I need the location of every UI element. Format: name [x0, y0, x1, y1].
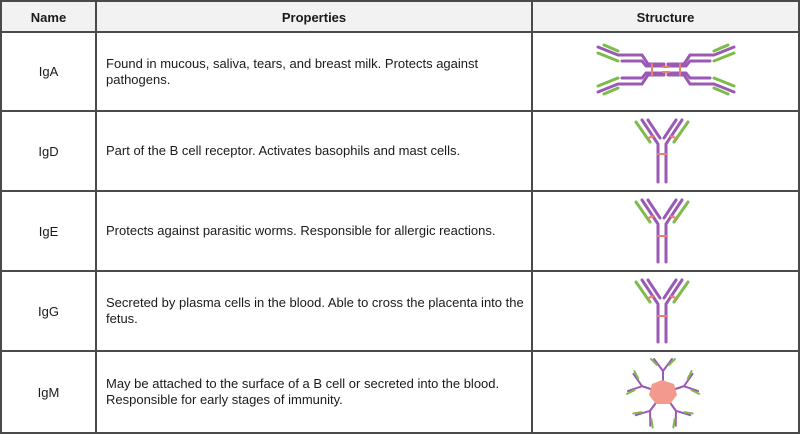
table-row: [0, 272, 800, 350]
row-name: IgA: [38, 64, 59, 79]
iga-dimer-icon: [534, 33, 798, 110]
row-name: IgD: [38, 143, 59, 159]
table-row: [0, 112, 800, 190]
grid-line: [0, 0, 800, 2]
table-row: [0, 352, 800, 432]
row-properties: May be attached to the surface of a B cell or secreted into the blood. Responsible for early stages of immunity.: [106, 376, 500, 407]
table-row: [0, 192, 800, 270]
header-structure: Structure: [533, 2, 798, 32]
igd-monomer-icon: [534, 112, 798, 190]
row-properties: Protects against parasitic worms. Responsible for allergic reactions.: [106, 223, 496, 238]
row-properties: Found in mucous, saliva, tears, and breast milk. Protects against pathogens.: [106, 55, 479, 87]
igm-pentamer-icon: [534, 352, 798, 432]
ige-monomer-icon: [534, 192, 798, 270]
igg-monomer-icon: [534, 272, 798, 350]
header-name: Name: [2, 2, 95, 32]
row-name: IgE: [38, 223, 59, 239]
row-name: IgM: [37, 384, 60, 400]
table-row: [0, 33, 800, 110]
row-properties: Secreted by plasma cells in the blood. Able to cross the placenta into the fetus.: [106, 295, 524, 326]
header-properties: Properties: [97, 2, 531, 32]
row-name: IgG: [38, 303, 59, 319]
row-properties: Part of the B cell receptor. Activates basophils and mast cells.: [106, 143, 461, 158]
